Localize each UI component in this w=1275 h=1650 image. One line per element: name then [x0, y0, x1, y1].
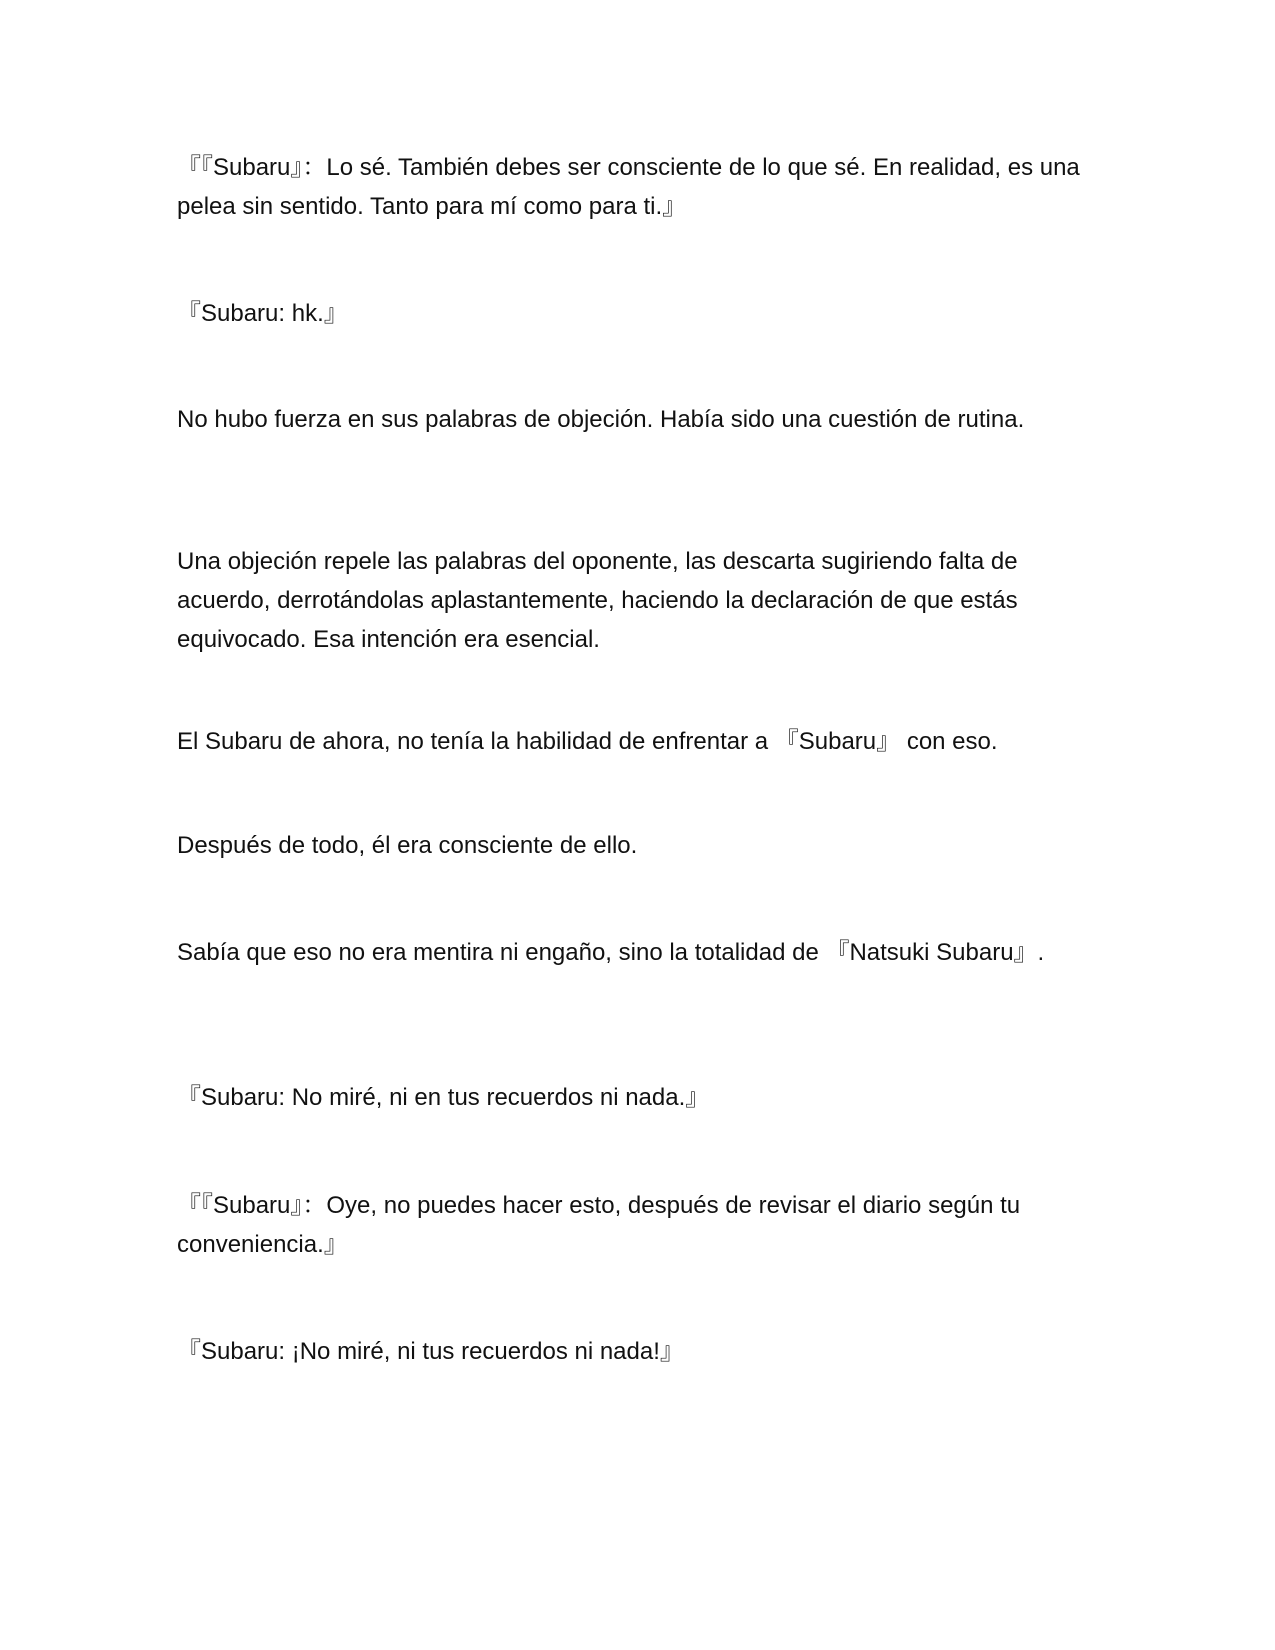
paragraph-9: 『『Subaru』：Oye, no puedes hacer esto, después de revisar el diario según tu conveniencia.』 — [177, 1192, 1021, 1258]
paragraph-3: No hubo fuerza en sus palabras de objeción. Había sido una cuestión de rutina. — [177, 406, 1025, 433]
paragraph-10: 『Subaru: ¡No miré, ni tus recuerdos ni nada!』 — [177, 1338, 684, 1365]
paragraph-2: 『Subaru: hk.』 — [177, 300, 348, 327]
paragraph-5: El Subaru de ahora, no tenía la habilidad de enfrentar a 『Subaru』 con eso. — [177, 728, 998, 755]
paragraph-4: Una objeción repele las palabras del oponente, las descarta sugiriendo falta de acuerdo, derrotándolas aplastantemente, haciendo la declaración de que estás equivocado. Esa intención era esencial. — [177, 548, 1018, 653]
paragraph-6: Después de todo, él era consciente de ello. — [177, 832, 638, 859]
paragraph-1: 『『Subaru』：Lo sé. También debes ser consciente de lo que sé. En realidad, es una pelea sin sentido. Tanto para mí como para ti.』 — [177, 154, 1080, 220]
paragraph-7: Sabía que eso no era mentira ni engaño, sino la totalidad de 『Natsuki Subaru』. — [177, 939, 1045, 966]
paragraph-8: 『Subaru: No miré, ni en tus recuerdos ni nada.』 — [177, 1084, 710, 1111]
